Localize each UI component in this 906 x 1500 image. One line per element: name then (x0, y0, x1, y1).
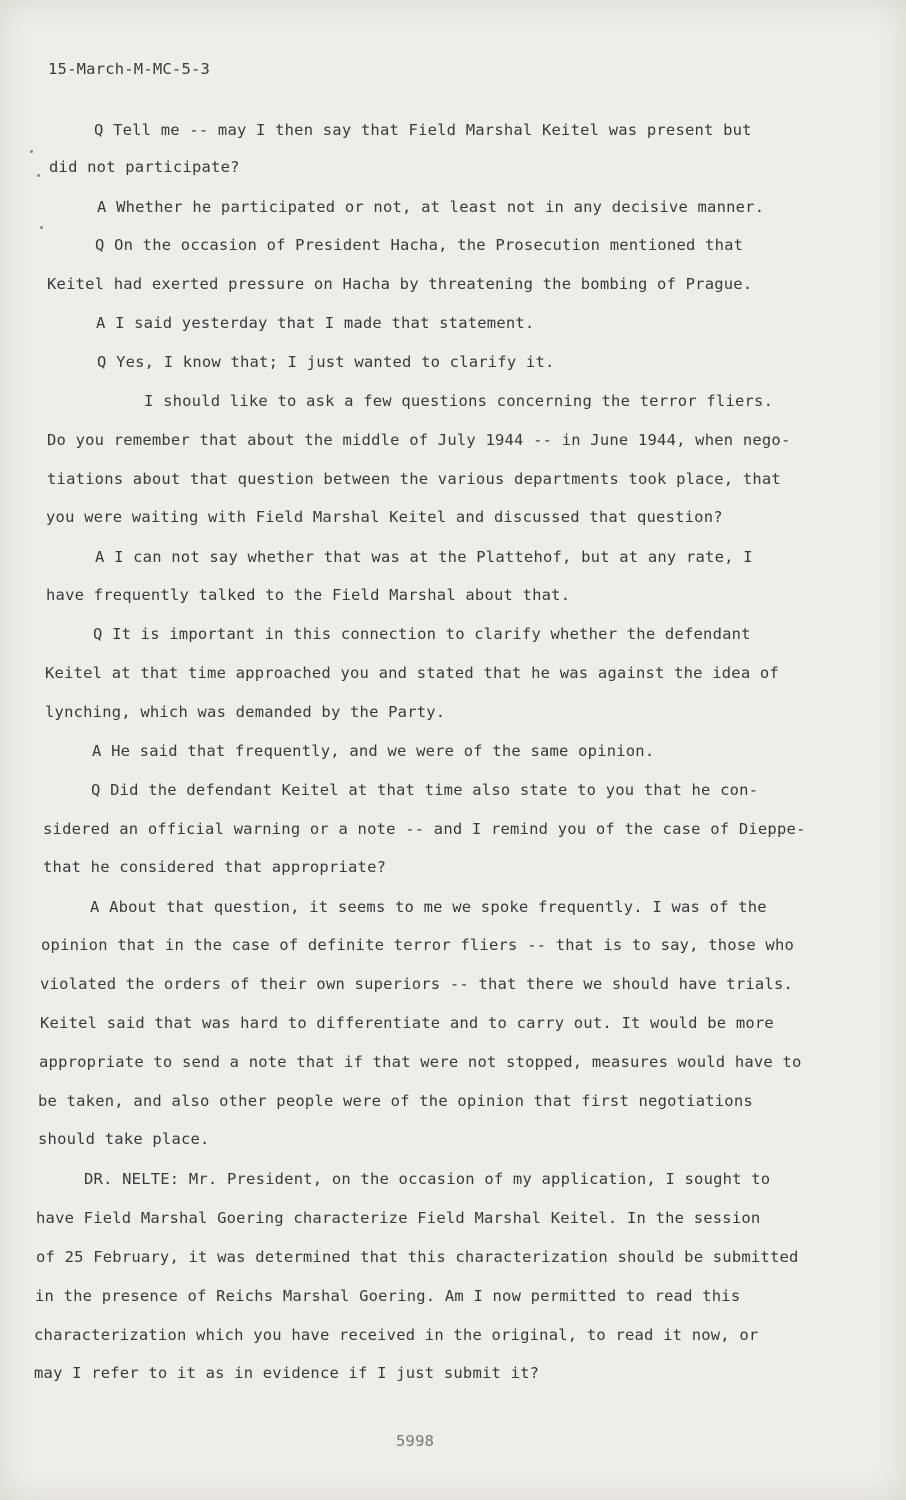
text-line: Keitel at that time approached you and stated that he was against the idea of (45, 664, 779, 682)
ink-speck (30, 150, 33, 153)
text-line: Q On the occasion of President Hacha, the Prosecution mentioned that (95, 236, 744, 254)
text-line: appropriate to send a note that if that were not stopped, measures would have to (39, 1053, 802, 1071)
ink-speck (40, 226, 43, 229)
text-line: Q It is important in this connection to clarify whether the defendant (93, 625, 751, 643)
text-line: A I said yesterday that I made that statement. (96, 314, 535, 332)
text-line: Q Did the defendant Keitel at that time also state to you that he con- (91, 781, 759, 799)
text-line: I should like to ask a few questions concerning the terror fliers. (144, 392, 774, 410)
page-number: 5998 (396, 1432, 435, 1450)
text-line: A About that question, it seems to me we spoke frequently. I was of the (90, 898, 767, 916)
text-line: characterization which you have received in the original, to read it now, or (34, 1326, 759, 1344)
text-line: DR. NELTE: Mr. President, on the occasion of my application, I sought to (84, 1170, 771, 1188)
text-line: of 25 February, it was determined that this characterization should be submitted (36, 1248, 799, 1266)
text-line: Keitel said that was hard to differentiate and to carry out. It would be more (40, 1014, 774, 1032)
text-line: Keitel had exerted pressure on Hacha by threatening the bombing of Prague. (47, 275, 753, 293)
text-line: should take place. (38, 1130, 210, 1148)
ink-speck (37, 174, 40, 177)
text-line: sidered an official warning or a note -- and I remind you of the case of Dieppe- (43, 820, 806, 838)
text-line: be taken, and also other people were of the opinion that first negotiations (38, 1092, 753, 1110)
text-line: A He said that frequently, and we were of the same opinion. (92, 742, 655, 760)
document-header: 15-March-M-MC-5-3 (48, 60, 211, 78)
text-line: A I can not say whether that was at the Plattehof, but at any rate, I (95, 548, 753, 566)
text-line: A Whether he participated or not, at least not in any decisive manner. (97, 198, 765, 216)
text-line: lynching, which was demanded by the Party. (45, 703, 446, 721)
text-line: did not participate? (49, 158, 240, 176)
text-line: Do you remember that about the middle of July 1944 -- in June 1944, when nego- (47, 431, 791, 449)
text-line: have Field Marshal Goering characterize Field Marshal Keitel. In the session (36, 1209, 761, 1227)
text-line: in the presence of Reichs Marshal Goering. Am I now permitted to read this (35, 1287, 741, 1305)
text-line: violated the orders of their own superiors -- that there we should have trials. (40, 975, 794, 993)
text-line: opinion that in the case of definite terror fliers -- that is to say, those who (41, 936, 795, 954)
text-line: Q Yes, I know that; I just wanted to clarify it. (97, 353, 555, 371)
text-line: may I refer to it as in evidence if I just submit it? (34, 1364, 540, 1382)
text-line: Q Tell me -- may I then say that Field Marshal Keitel was present but (94, 121, 752, 139)
text-line: you were waiting with Field Marshal Keitel and discussed that question? (46, 508, 723, 526)
text-line: that he considered that appropriate? (43, 858, 387, 876)
text-line: tiations about that question between the various departments took place, that (47, 470, 781, 488)
text-line: have frequently talked to the Field Marshal about that. (46, 586, 571, 604)
